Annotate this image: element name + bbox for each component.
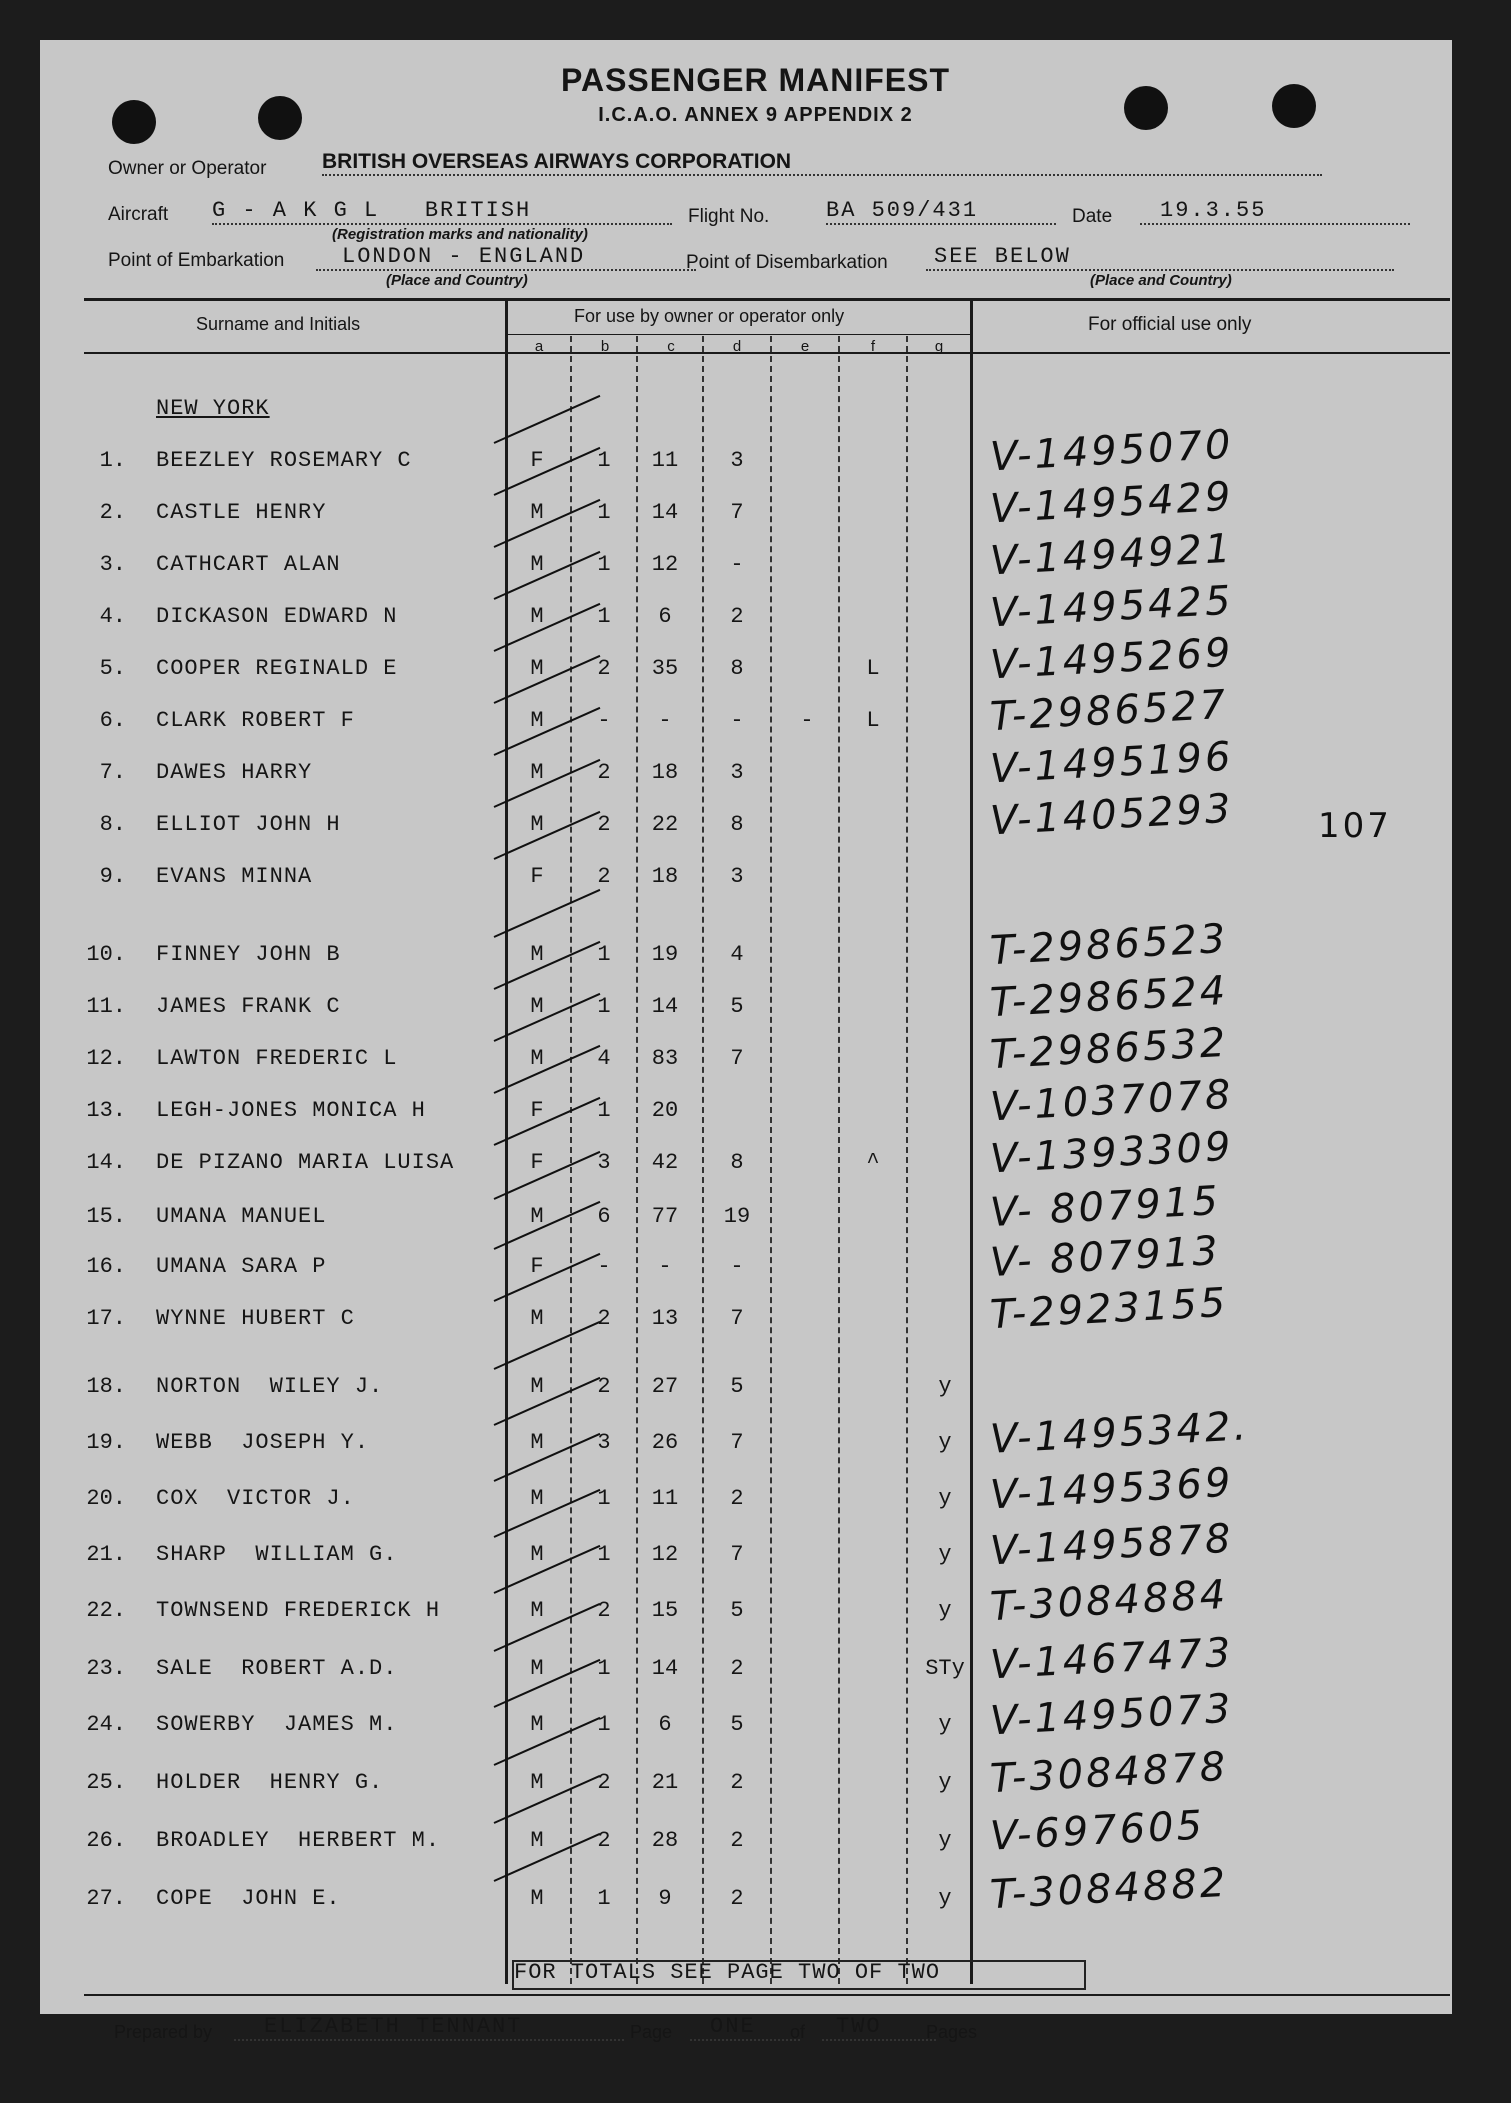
col-b-pieces: 2 (597, 1598, 611, 1623)
row-number: 15. (86, 1204, 126, 1229)
col-a-sex: M (530, 942, 544, 967)
official-reference: T-2986527 (988, 681, 1230, 741)
embarkation-note: (Place and Country) (386, 272, 528, 289)
col-d-value: 7 (730, 1542, 744, 1567)
col-c-weight: 6 (658, 604, 672, 629)
subcol-header-e: e (800, 338, 810, 355)
col-b-pieces: 3 (597, 1430, 611, 1455)
date-label: Date (1072, 206, 1113, 227)
col-d-value: 3 (730, 864, 744, 889)
official-reference: T-3084882 (988, 1859, 1230, 1919)
col-d-value: 2 (730, 1886, 744, 1911)
col-d-value: - (730, 708, 744, 733)
col-d-value: 5 (730, 1712, 744, 1737)
surname-header: Surname and Initials (196, 314, 361, 334)
passenger-name: COPE JOHN E. (156, 1886, 341, 1911)
passenger-name: UMANA MANUEL (156, 1204, 327, 1229)
row-number: 14. (86, 1150, 126, 1175)
passenger-name: ELLIOT JOHN H (156, 812, 341, 837)
col-b-pieces: 1 (597, 1098, 611, 1123)
col-c-weight: 9 (658, 1886, 672, 1911)
col-d-value: 2 (730, 1656, 744, 1681)
row-number: 24. (86, 1712, 126, 1737)
col-b-pieces: 4 (597, 1046, 611, 1071)
passenger-name: SALE ROBERT A.D. (156, 1656, 398, 1681)
col-b-pieces: 2 (597, 812, 611, 837)
row-number: 10. (86, 942, 126, 967)
col-d-value: 19 (723, 1204, 751, 1229)
col-b-pieces: 1 (597, 604, 611, 629)
col-a-sex: M (530, 1486, 544, 1511)
official-reference: T-2986524 (988, 967, 1230, 1027)
row-number: 2. (99, 500, 126, 525)
col-a-sex: M (530, 812, 544, 837)
official-reference: T-2986532 (988, 1019, 1230, 1079)
col-c-weight: - (658, 1254, 672, 1279)
row-number: 22. (86, 1598, 126, 1623)
col-a-sex: M (530, 1598, 544, 1623)
col-c-weight: 14 (651, 1656, 679, 1681)
col-c-weight: 11 (651, 448, 679, 473)
prepared-value: ELIZABETH TENNANT (234, 2014, 624, 2041)
row-number: 18. (86, 1374, 126, 1399)
col-divider (702, 336, 704, 1984)
col-d-value: 7 (730, 1430, 744, 1455)
col-a-sex: M (530, 708, 544, 733)
passenger-name: DAWES HARRY (156, 760, 313, 785)
col-b-pieces: 1 (597, 500, 611, 525)
row-number: 3. (99, 552, 126, 577)
row-number: 20. (86, 1486, 126, 1511)
row-number: 6. (99, 708, 126, 733)
col-b-pieces: 2 (597, 760, 611, 785)
col-b-pieces: 2 (597, 1770, 611, 1795)
col-c-weight: 12 (651, 552, 679, 577)
section-heading: NEW YORK (156, 396, 270, 421)
row-number: 9. (99, 864, 126, 889)
col-g-value: y (938, 1712, 952, 1737)
col-c-weight: - (658, 708, 672, 733)
row-number: 19. (86, 1430, 126, 1455)
col-c-weight: 83 (651, 1046, 679, 1071)
footer-rule (84, 1994, 1450, 1996)
col-a-sex: M (530, 1770, 544, 1795)
col-b-pieces: 2 (597, 1374, 611, 1399)
col-a-sex: M (530, 1430, 544, 1455)
subcol-header-f: f (870, 338, 876, 355)
header-bottom-rule (84, 352, 1450, 354)
col-b-pieces: 2 (597, 1828, 611, 1853)
disembarkation-note: (Place and Country) (1090, 272, 1232, 289)
official-reference: V-1467473 (988, 1629, 1235, 1689)
col-g-value: y (938, 1770, 952, 1795)
official-reference: V-1495342. (988, 1403, 1251, 1463)
official-reference: T-3084884 (988, 1571, 1230, 1631)
col-a-sex: M (530, 1656, 544, 1681)
row-number: 12. (86, 1046, 126, 1071)
col-d-value: 4 (730, 942, 744, 967)
col-d-value: 8 (730, 1150, 744, 1175)
col-d-value: 7 (730, 500, 744, 525)
col-c-weight: 13 (651, 1306, 679, 1331)
col-f-value: ^ (866, 1150, 880, 1175)
col-a-sex: F (530, 1150, 544, 1175)
col-divider (838, 336, 840, 1984)
of-value: TWO (822, 2014, 936, 2041)
col-c-weight: 15 (651, 1598, 679, 1623)
col-b-pieces: - (597, 1254, 611, 1279)
row-number: 16. (86, 1254, 126, 1279)
col-c-weight: 21 (651, 1770, 679, 1795)
col-a-sex: M (530, 552, 544, 577)
col-divider (906, 336, 908, 1984)
col-a-sex: M (530, 994, 544, 1019)
col-e-value: - (800, 708, 814, 733)
passenger-name: SOWERBY JAMES M. (156, 1712, 398, 1737)
col-d-value: 5 (730, 1374, 744, 1399)
flight-value: BA 509/431 (826, 198, 1056, 225)
flight-label: Flight No. (688, 206, 770, 227)
subcol-header-d: d (732, 338, 742, 355)
col-g-value: y (938, 1430, 952, 1455)
col-c-weight: 14 (651, 500, 679, 525)
subcol-header-b: b (600, 338, 610, 355)
col-b-pieces: 1 (597, 1486, 611, 1511)
disembarkation-value: SEE BELOW (926, 244, 1394, 271)
row-number: 23. (86, 1656, 126, 1681)
passenger-name: WYNNE HUBERT C (156, 1306, 355, 1331)
official-reference: V-1495429 (988, 473, 1235, 533)
col-b-pieces: - (597, 708, 611, 733)
col-d-value: 5 (730, 1598, 744, 1623)
embarkation-value: LONDON - ENGLAND (316, 244, 696, 271)
passenger-name: WEBB JOSEPH Y. (156, 1430, 370, 1455)
col-d-value: 5 (730, 994, 744, 1019)
subcol-header-a: a (534, 338, 544, 355)
col-a-sex: F (530, 1254, 544, 1279)
totals-note: FOR TOTALS SEE PAGE TWO OF TWO (514, 1960, 941, 1985)
margin-note: 107 (1318, 806, 1392, 846)
aircraft-label: Aircraft (108, 204, 169, 225)
col-b-pieces: 6 (597, 1204, 611, 1229)
passenger-name: TOWNSEND FREDERICK H (156, 1598, 441, 1623)
owner-use-header: For use by owner or operator only (574, 306, 845, 326)
table-top-rule (84, 298, 1450, 301)
col-g-value: y (938, 1886, 952, 1911)
col-b-pieces: 2 (597, 864, 611, 889)
official-reference: T-3084878 (988, 1743, 1230, 1803)
embarkation-label: Point of Embarkation (108, 250, 285, 271)
passenger-name: SHARP WILLIAM G. (156, 1542, 398, 1567)
row-number: 11. (86, 994, 126, 1019)
col-c-weight: 22 (651, 812, 679, 837)
disembarkation-label: Point of Disembarkation (686, 252, 888, 273)
row-number: 21. (86, 1542, 126, 1567)
pages-label: Pages (926, 2022, 978, 2042)
row-number: 27. (86, 1886, 126, 1911)
col-c-weight: 12 (651, 1542, 679, 1567)
col-d-value: - (730, 1254, 744, 1279)
col-b-pieces: 1 (597, 994, 611, 1019)
official-reference: V-697605 (988, 1802, 1207, 1860)
subcol-rule (506, 334, 970, 335)
row-number: 1. (99, 448, 126, 473)
official-reference: V-1037078 (988, 1071, 1235, 1131)
official-reference: V-1405293 (988, 785, 1235, 845)
official-reference: V-1495878 (988, 1515, 1235, 1575)
aircraft-value: G - A K G L BRITISH (212, 198, 672, 225)
row-number: 25. (86, 1770, 126, 1795)
official-reference: T-2986523 (988, 915, 1230, 975)
passenger-name: DE PIZANO MARIA LUISA (156, 1150, 455, 1175)
col-g-value: y (938, 1374, 952, 1399)
col-a-sex: F (530, 864, 544, 889)
row-number: 5. (99, 656, 126, 681)
passenger-name: EVANS MINNA (156, 864, 313, 889)
owner-value: BRITISH OVERSEAS AIRWAYS CORPORATION (322, 150, 1322, 176)
col-d-value: 2 (730, 1828, 744, 1853)
row-number: 17. (86, 1306, 126, 1331)
of-label: of (790, 2022, 806, 2042)
col-f-value: L (866, 656, 880, 681)
col-a-sex: M (530, 604, 544, 629)
col-b-pieces: 3 (597, 1150, 611, 1175)
passenger-name: BROADLEY HERBERT M. (156, 1828, 441, 1853)
col-b-pieces: 1 (597, 1712, 611, 1737)
col-d-value: 8 (730, 812, 744, 837)
col-d-value: 2 (730, 1486, 744, 1511)
col-a-sex: F (530, 1098, 544, 1123)
col-b-pieces: 1 (597, 1886, 611, 1911)
official-reference: V-1393309 (988, 1123, 1235, 1183)
page-label: Page (630, 2022, 673, 2042)
passenger-name: JAMES FRANK C (156, 994, 341, 1019)
col-g-value: y (938, 1828, 952, 1853)
col-a-sex: M (530, 760, 544, 785)
row-number: 8. (99, 812, 126, 837)
passenger-name: FINNEY JOHN B (156, 942, 341, 967)
col-c-weight: 11 (651, 1486, 679, 1511)
official-reference: V-1495070 (988, 421, 1235, 481)
owner-label: Owner or Operator (108, 158, 267, 179)
col-d-value: 2 (730, 604, 744, 629)
col-b-pieces: 1 (597, 552, 611, 577)
official-reference: V-1495369 (988, 1459, 1235, 1519)
col-c-weight: 19 (651, 942, 679, 967)
row-number: 7. (99, 760, 126, 785)
col-divider (570, 336, 572, 1984)
col-g-value: STy (925, 1656, 965, 1681)
official-reference: V-1495425 (988, 577, 1235, 637)
passenger-name: LAWTON FREDERIC L (156, 1046, 398, 1071)
aircraft-note: (Registration marks and nationality) (332, 226, 588, 243)
col-d-value: 7 (730, 1306, 744, 1331)
col-a-sex: M (530, 1886, 544, 1911)
official-reference: V-1494921 (988, 525, 1235, 585)
col-g-value: y (938, 1542, 952, 1567)
passenger-name: UMANA SARA P (156, 1254, 327, 1279)
col-b-pieces: 2 (597, 656, 611, 681)
col-d-value: 7 (730, 1046, 744, 1071)
subcol-header-c: c (667, 338, 675, 355)
col-c-weight: 26 (651, 1430, 679, 1455)
passenger-name: CLARK ROBERT F (156, 708, 355, 733)
col-g-value: y (938, 1486, 952, 1511)
col-a-sex: M (530, 1306, 544, 1331)
passenger-name: COX VICTOR J. (156, 1486, 355, 1511)
col-c-weight: 18 (651, 760, 679, 785)
col-g-value: y (938, 1598, 952, 1623)
date-value: 19.3.55 (1140, 198, 1410, 225)
page-value: ONE (690, 2014, 800, 2041)
official-reference: T-2923155 (988, 1279, 1230, 1339)
col-d-value: - (730, 552, 744, 577)
col-b-pieces: 2 (597, 1306, 611, 1331)
col-b-pieces: 1 (597, 1656, 611, 1681)
passenger-name: CATHCART ALAN (156, 552, 341, 577)
page-title: PASSENGER MANIFEST (561, 62, 950, 98)
official-reference: V- 807915 (988, 1177, 1222, 1237)
passenger-name: CASTLE HENRY (156, 500, 327, 525)
col-a-sex: M (530, 1828, 544, 1853)
col-f-value: L (866, 708, 880, 733)
col-c-weight: 20 (651, 1098, 679, 1123)
col-a-sex: F (530, 448, 544, 473)
col-a-sex: M (530, 1712, 544, 1737)
official-reference: V- 807913 (988, 1227, 1222, 1287)
col-c-weight: 14 (651, 994, 679, 1019)
col-a-sex: M (530, 1542, 544, 1567)
col-a-sex: M (530, 1374, 544, 1399)
subcol-header-g: g (934, 338, 944, 355)
col-d-value: 2 (730, 1770, 744, 1795)
passenger-name: COOPER REGINALD E (156, 656, 398, 681)
row-number: 26. (86, 1828, 126, 1853)
col-a-sex: M (530, 500, 544, 525)
col-a-sex: M (530, 1046, 544, 1071)
passenger-name: NORTON WILEY J. (156, 1374, 384, 1399)
col-divider (770, 336, 772, 1984)
col-c-weight: 6 (658, 1712, 672, 1737)
col-divider (636, 336, 638, 1984)
col-c-weight: 42 (651, 1150, 679, 1175)
col-c-weight: 28 (651, 1828, 679, 1853)
col-d-value: 3 (730, 760, 744, 785)
passenger-name: HOLDER HENRY G. (156, 1770, 384, 1795)
passenger-name: BEEZLEY ROSEMARY C (156, 448, 412, 473)
owner-col-right-rule (970, 298, 973, 1984)
prepared-label: Prepared by (114, 2022, 213, 2042)
passenger-name: LEGH-JONES MONICA H (156, 1098, 426, 1123)
col-c-weight: 77 (651, 1204, 679, 1229)
page-subtitle: I.C.A.O. ANNEX 9 APPENDIX 2 (598, 104, 913, 126)
passenger-name: DICKASON EDWARD N (156, 604, 398, 629)
official-reference: V-1495196 (988, 733, 1235, 793)
col-d-value: 8 (730, 656, 744, 681)
official-reference: V-1495269 (988, 629, 1235, 689)
row-number: 4. (99, 604, 126, 629)
col-c-weight: 18 (651, 864, 679, 889)
col-b-pieces: 1 (597, 1542, 611, 1567)
col-b-pieces: 1 (597, 942, 611, 967)
row-number: 13. (86, 1098, 126, 1123)
col-a-sex: M (530, 1204, 544, 1229)
col-d-value: 3 (730, 448, 744, 473)
col-a-sex: M (530, 656, 544, 681)
official-use-header: For official use only (1088, 314, 1252, 335)
col-b-pieces: 1 (597, 448, 611, 473)
col-c-weight: 27 (651, 1374, 679, 1399)
official-reference: V-1495073 (988, 1685, 1235, 1745)
col-c-weight: 35 (651, 656, 679, 681)
